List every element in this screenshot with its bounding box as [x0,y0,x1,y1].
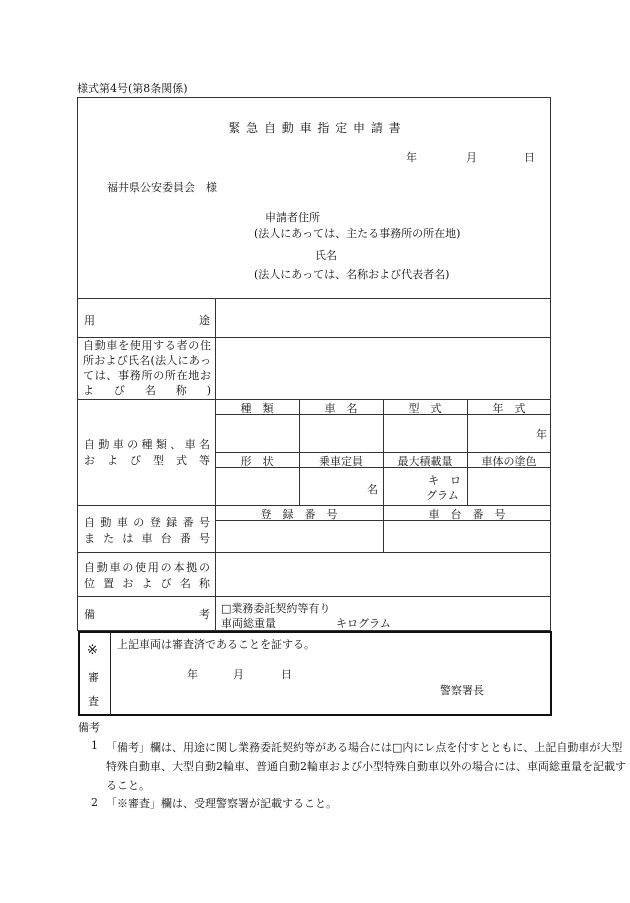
header-model: 型 式 [408,402,442,415]
remarks-label-right: 考 [199,608,210,621]
review-day: 日 [281,668,292,681]
remarks-label-left: 備 [84,608,95,621]
purpose-label-right: 途 [199,314,210,327]
review-month: 月 [233,668,244,681]
shape-field[interactable] [216,468,299,505]
contract-checkbox[interactable]: □業務委託契約等有り [221,602,331,615]
form-title: 緊 急 自 動 車 指 定 申 請 書 [228,121,402,135]
year-model-unit: 年 [536,428,547,441]
base-label-line1: 自動車の使用の本拠の [84,561,210,574]
purpose-field[interactable] [216,299,550,337]
date-month: 月 [466,151,477,164]
header-max-load: 最大積載量 [397,455,453,468]
police-chief-label: 警察署長 [440,684,484,697]
header-capacity: 乗車定員 [319,455,363,468]
note-2-text: 「※審査」欄は、受理警察署が記載すること。 [106,797,337,810]
year-model-field[interactable] [468,415,528,452]
header-year-model: 年 式 [492,402,526,415]
base-label-line2: 位置および名称 [84,577,210,590]
user-label: 自動車を使用する者の住所および氏名(法人にあっては、事務所の所在地および名称) [83,339,211,397]
addressee: 福井県公安委員会 様 [107,181,217,194]
car-name-field[interactable] [300,415,383,452]
registration-label-line1: 自動車の登録番号 [84,516,210,529]
vehicle-weight-label: 車両総重量 [221,617,276,630]
applicant-name-note: (法人にあっては、名称および代表者名) [254,268,450,281]
notes-heading: 備考 [78,721,100,734]
applicant-name-label: 氏名 [315,249,337,262]
review-certify-text: 上記車両は審査済であることを証する。 [117,638,315,651]
registration-label-line2: または車台番号 [84,532,210,545]
vehicle-label-line1: 自動車の種類、車名 [84,438,210,451]
note-2-number: 2 [91,796,98,809]
review-char-1: 審 [88,671,99,684]
header-shape: 形 状 [240,455,274,468]
purpose-label-left: 用 [84,314,95,327]
max-load-field[interactable] [384,468,424,505]
note-1-number: 1 [91,739,98,752]
review-char-2: 査 [88,695,99,708]
vehicle-label-line2: および型式等 [84,454,210,467]
review-divider [110,632,111,715]
chassis-number-field[interactable] [384,521,550,552]
capacity-unit: 名 [367,483,378,496]
vehicle-weight-unit: キログラム [336,617,391,630]
model-field[interactable] [384,415,467,452]
form-number: 様式第4号(第8条関係) [77,82,188,95]
header-type: 種 類 [240,402,274,415]
load-unit-line2: グラム [426,489,459,502]
header-car-name: 車 名 [324,402,358,415]
review-year: 年 [187,668,198,681]
user-field[interactable] [216,338,550,399]
date-day: 日 [524,151,535,164]
registration-number-field[interactable] [216,521,383,552]
base-field[interactable] [216,553,550,596]
applicant-address-label: 申請者住所 [265,211,320,224]
row-line-base [77,596,551,597]
date-year: 年 [406,151,417,164]
header-registration-number: 登 録 番 号 [260,508,338,521]
note-1-text: 「備考」欄は、用途に関し業務委託契約等がある場合には□内にレ点を付すとともに、上記自動車が大型特殊自動車、大型自動2輪車、普通自動2輪車および小型特殊自動車以外の場合には、車両総重量を記載すること。 [106,741,626,792]
review-mark: ※ [87,643,98,658]
capacity-field[interactable] [300,468,360,505]
applicant-address-note: (法人にあっては、主たる事務所の所在地) [254,227,461,240]
header-chassis-number: 車 台 番 号 [428,508,506,521]
type-field[interactable] [216,415,299,452]
header-body-color: 車体の塗色 [481,455,537,468]
load-unit-line1: キ ロ [428,474,461,487]
body-color-field[interactable] [468,468,550,505]
